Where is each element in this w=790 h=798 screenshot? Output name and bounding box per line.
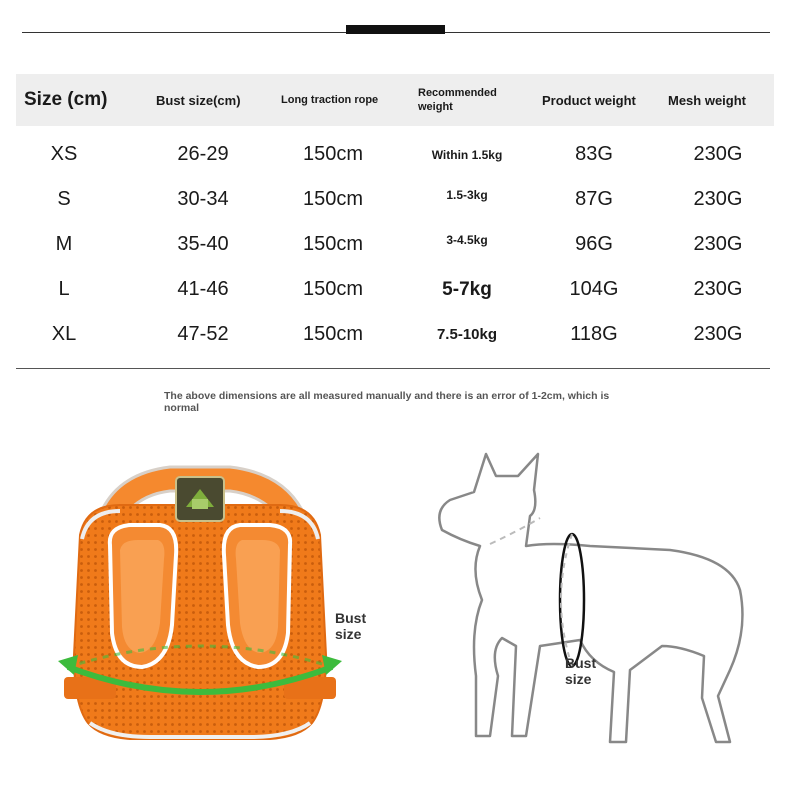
- cell-product-weight: 87G: [575, 188, 613, 210]
- header-traction-rope: Long traction rope: [281, 94, 379, 106]
- dog-bust-size-label: Bust size: [565, 655, 597, 687]
- cell-bust: 41-46: [177, 278, 229, 300]
- cell-weight: 1.5-3kg: [446, 188, 488, 202]
- cell-size: XL: [51, 323, 77, 345]
- cell-weight: 7.5-10kg: [436, 326, 498, 343]
- table-row: [0, 177, 790, 222]
- harness-bust-size-label: Bust size: [335, 610, 367, 642]
- cell-mesh-weight: 230G: [693, 143, 743, 165]
- cell-rope: 150cm: [302, 233, 364, 255]
- bottom-divider: [16, 368, 770, 369]
- top-tab-marker: [346, 25, 445, 34]
- header-recommended-weight: Recommended weight: [418, 87, 497, 113]
- cell-bust: 35-40: [177, 233, 229, 255]
- cell-mesh-weight: 230G: [693, 323, 743, 345]
- cell-bust: 26-29: [177, 143, 229, 165]
- cell-product-weight: 83G: [575, 143, 613, 165]
- cell-size: S: [57, 188, 71, 210]
- cell-rope: 150cm: [302, 323, 364, 345]
- cell-mesh-weight: 230G: [693, 278, 743, 300]
- header-product-weight: Product weight: [542, 92, 636, 108]
- header-size: Size (cm): [24, 89, 108, 110]
- table-row: [0, 132, 790, 177]
- cell-size: M: [55, 233, 73, 255]
- cell-rope: 150cm: [302, 143, 364, 165]
- table-row: [0, 222, 790, 267]
- cell-mesh-weight: 230G: [693, 233, 743, 255]
- cell-product-weight: 118G: [570, 323, 618, 345]
- cell-product-weight: 96G: [575, 233, 613, 255]
- cell-weight: 5-7kg: [442, 278, 492, 300]
- cell-size: XS: [50, 143, 78, 165]
- cell-weight: Within 1.5kg: [431, 147, 503, 162]
- dog-silhouette: [430, 450, 770, 750]
- cell-bust: 47-52: [177, 323, 229, 345]
- harness-illustration: [50, 455, 350, 755]
- header-bust-size: Bust size(cm): [156, 92, 241, 108]
- measurement-note: The above dimensions are all measured manually and there is an error of 1-2cm, which is normal: [164, 390, 610, 414]
- cell-rope: 150cm: [302, 278, 364, 300]
- cell-mesh-weight: 230G: [693, 188, 743, 210]
- cell-product-weight: 104G: [569, 278, 619, 300]
- cell-weight: 3-4.5kg: [446, 233, 488, 247]
- header-mesh-weight: Mesh weight: [668, 92, 747, 108]
- table-header-band: [16, 74, 774, 126]
- cell-bust: 30-34: [177, 188, 229, 210]
- cell-size: L: [58, 278, 70, 300]
- table-row: [0, 267, 790, 312]
- table-row: [0, 312, 790, 357]
- cell-rope: 150cm: [302, 188, 364, 210]
